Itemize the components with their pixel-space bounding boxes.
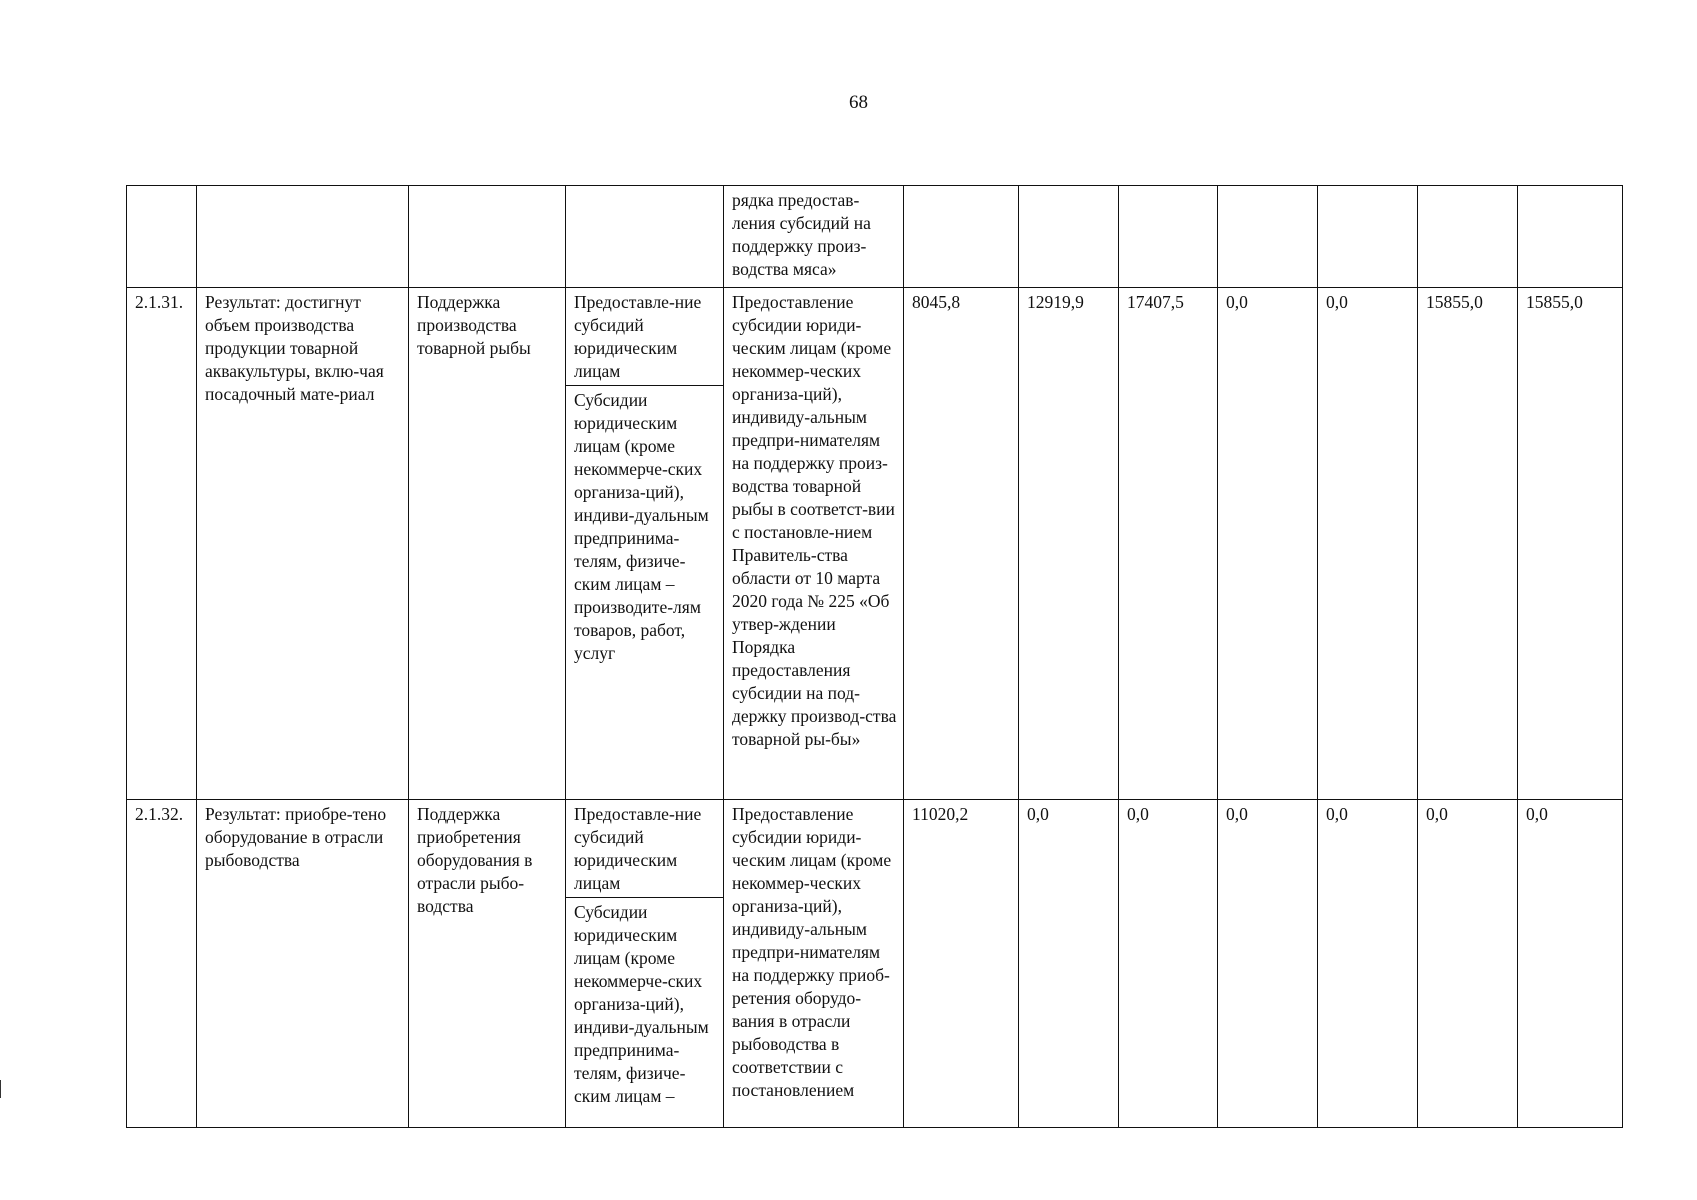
- cell-value-3: 0,0: [1119, 800, 1218, 1128]
- cell-value-4: 0,0: [1218, 800, 1318, 1128]
- cell-value-5: 0,0: [1318, 288, 1418, 800]
- cell-measure: Поддержка производства товарной рыбы: [409, 288, 566, 800]
- cell-value-4: 0,0: [1218, 288, 1318, 800]
- cell-result: [197, 186, 409, 288]
- cell-basis: рядка предостав-ления субсидий на поддержку произ-водства мяса»: [724, 186, 904, 288]
- cell-measure: [409, 186, 566, 288]
- cell-basis: Предоставление субсидии юриди-ческим лицам (кроме некоммер-ческих организа-ций), индивиду-альным предпри-нимателям на поддержку произ-водства товарной рыбы в соответст-вии с постановле-нием Правитель-ства области от 10 марта 2020 года № 225 «Об утвер-ждении Порядка предоставления субсидии на под-держку производ-ства товарной ры-бы»: [724, 288, 904, 800]
- cell-value-2: [1019, 186, 1119, 288]
- cell-value-7: 0,0: [1518, 800, 1623, 1128]
- cell-value-3: [1119, 186, 1218, 288]
- table-row-continuation: [127, 186, 1623, 288]
- type-bottom: Субсидии юридическим лицам (кроме некоммерче-ских организа-ций), индиви-дуальным предпринима-телям, физиче-ским лицам – производите-лям товаров, работ, услуг: [566, 385, 723, 667]
- cell-no: [127, 186, 197, 288]
- cell-result: Результат: приобре-тено оборудование в отрасли рыбоводства: [197, 800, 409, 1128]
- cell-value-6: 15855,0: [1418, 288, 1518, 800]
- cell-value-2: 12919,9: [1019, 288, 1119, 800]
- table-row-2-1-31: [127, 288, 1623, 800]
- cell-value-6: 0,0: [1418, 800, 1518, 1128]
- cell-value-7: [1518, 186, 1623, 288]
- type-top: Предоставле-ние субсидий юридическим лицам: [574, 292, 702, 381]
- scan-edge-mark: [0, 1080, 11, 1098]
- cell-result: Результат: достигнут объем производства продукции товарной аквакультуры, вклю-чая посадочный мате-риал: [197, 288, 409, 800]
- cell-measure: Поддержка приобретения оборудования в отрасли рыбо-водства: [409, 800, 566, 1128]
- cell-value-1: [904, 186, 1019, 288]
- cell-value-7: 15855,0: [1518, 288, 1623, 800]
- table-row-2-1-32: [127, 800, 1623, 1128]
- cell-basis: Предоставление субсидии юриди-ческим лицам (кроме некоммер-ческих организа-ций), индивиду-альным предпри-нимателям на поддержку приоб-ретения оборудо-вания в отрасли рыбоводства в соответствии с постановлением: [724, 800, 904, 1128]
- page-number: 68: [849, 92, 868, 113]
- cell-no: 2.1.31.: [127, 288, 197, 800]
- type-bottom: Субсидии юридическим лицам (кроме некоммерче-ских организа-ций), индиви-дуальным предпринима-телям, физиче-ским лицам –: [566, 897, 723, 1110]
- cell-value-2: 0,0: [1019, 800, 1119, 1128]
- type-top: Предоставле-ние субсидий юридическим лицам: [574, 804, 702, 893]
- cell-value-6: [1418, 186, 1518, 288]
- cell-no: 2.1.32.: [127, 800, 197, 1128]
- cell-value-3: 17407,5: [1119, 288, 1218, 800]
- budget-table: [126, 185, 1623, 1128]
- cell-type: [566, 800, 724, 1128]
- cell-value-4: [1218, 186, 1318, 288]
- cell-type: [566, 288, 724, 800]
- cell-value-5: [1318, 186, 1418, 288]
- cell-value-1: 8045,8: [904, 288, 1019, 800]
- cell-value-1: 11020,2: [904, 800, 1019, 1128]
- cell-value-5: 0,0: [1318, 800, 1418, 1128]
- cell-type: [566, 186, 724, 288]
